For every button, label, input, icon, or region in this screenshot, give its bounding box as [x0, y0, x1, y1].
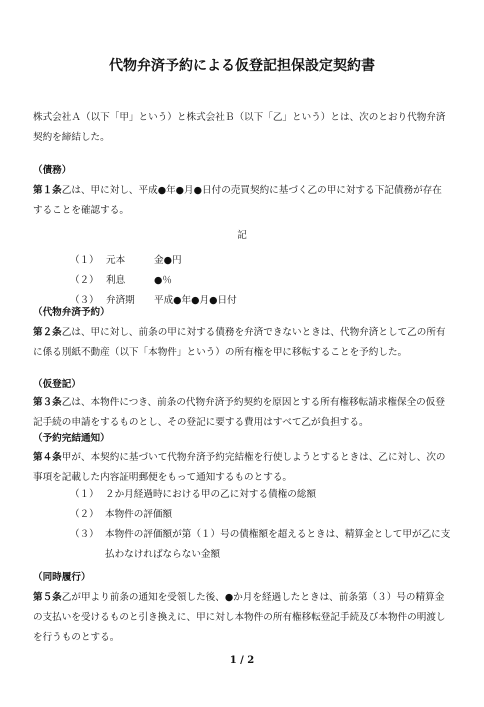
article-1-number: 第１条 [33, 185, 62, 196]
debt-term-row [70, 251, 237, 271]
notice-item-number: （１） [70, 489, 99, 500]
notice-item-text: 本物件の評価額 [105, 509, 173, 520]
section-heading-provisional-registration: （仮登記） [33, 379, 81, 390]
article-4-text: 甲が、本契約に基づいて代物弁済予約完結権を行使しようとするときは、乙に対し、次の事項を記載した内容証明郵便をもって通知するものとする。 [33, 452, 446, 483]
article-3-number: 第３条 [33, 397, 62, 408]
notice-item [70, 525, 455, 565]
article-1-text: 乙は、甲に対し、平成●年●月●日付の売買契約に基づく乙の甲に対する下記債務が存在することを確認する。 [33, 185, 442, 216]
article-5-number: 第５条 [33, 592, 62, 603]
article-2-number: 第２条 [33, 327, 62, 338]
article-2 [33, 323, 451, 363]
debt-term-label: 弁済期 [106, 295, 135, 306]
section-heading-completion-notice: （予約完結通知） [33, 433, 110, 444]
article-4 [33, 448, 451, 488]
notice-item-text: 本物件の評価額が第（１）号の債権額を超えるときは、精算金として甲が乙に支払わなければならない金額 [105, 529, 451, 560]
article-3 [33, 393, 451, 433]
debt-term-number: （３） [70, 295, 99, 306]
section-heading-substitute-performance: （代物弁済予約） [33, 307, 110, 318]
debt-term-label: 元本 [106, 255, 126, 266]
article-1 [33, 181, 451, 221]
notice-item-text: ２か月経過時における甲の乙に対する債権の総額 [105, 489, 317, 500]
section-heading-simultaneous-performance: （同時履行） [33, 572, 91, 583]
intro-paragraph: 株式会社Ａ（以下「甲」という）と株式会社Ｂ（以下「乙」という）とは、次のとおり代物弁済契約を締結した。 [33, 112, 446, 143]
article-3-text: 乙は、本物件につき、前条の代物弁済予約契約を原因とする所有権移転請求権保全の仮登記手続の申請をするものとし、その登記に要する費用はすべて乙が負担する。 [33, 397, 445, 428]
debt-term-number: （１） [70, 255, 99, 266]
debt-term-label: 利息 [106, 275, 126, 286]
document-title: 代物弁済予約による仮登記担保設定契約書 [109, 58, 375, 74]
notice-item-number: （３） [70, 529, 99, 540]
notice-item [70, 505, 455, 525]
article-5 [33, 588, 451, 648]
debt-term-value: 平成●年●月●日付 [154, 295, 237, 306]
ki-label: 記 [237, 230, 247, 241]
debt-term-value: ●％ [154, 275, 172, 286]
page-indicator: 1 / 2 [229, 655, 255, 666]
debt-terms-list [70, 251, 237, 311]
article-2-text: 乙は、甲に対し、前条の甲に対する債務を弁済できないときは、代物弁済として乙の所有に係る別紙不動産（以下「本物件」という）の所有権を甲に移転することを予約した。 [33, 327, 446, 358]
article-4-number: 第４条 [33, 452, 62, 463]
debt-term-number: （２） [70, 275, 99, 286]
debt-term-row [70, 271, 237, 291]
section-heading-debt: （債務） [33, 165, 72, 176]
debt-term-value: 金●円 [154, 255, 182, 266]
article-5-text: 乙が甲より前条の通知を受領した後、●か月を経過したときは、前条第（３）号の精算金の支払いを受けるものと引き換えに、甲に対し本物件の所有権移転登記手続及び本物件の明渡しを行うものとする。 [33, 592, 446, 643]
notice-item-number: （２） [70, 509, 99, 520]
notice-item [70, 485, 455, 505]
notice-items-list [70, 485, 455, 565]
